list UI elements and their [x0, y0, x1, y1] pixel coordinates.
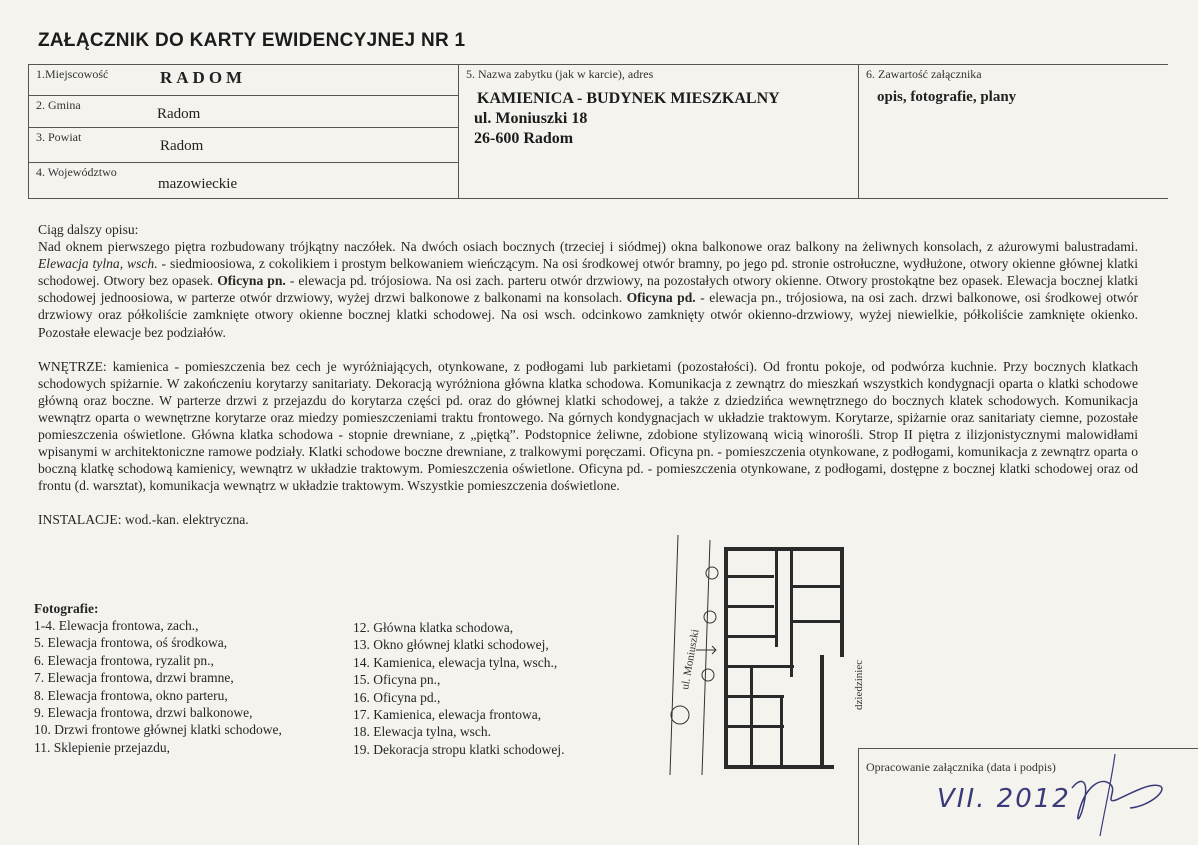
- powiat-value: Radom: [160, 138, 204, 154]
- row-divider-3: [28, 162, 458, 163]
- photo-list-item: 6. Elewacja frontowa, ryzalit pn.,: [34, 652, 214, 668]
- floor-plan: [630, 525, 890, 775]
- signature-label: Opracowanie załącznika (data i podpis): [866, 760, 1056, 774]
- gmina-value: Radom: [157, 106, 201, 122]
- photo-list-item: 10. Drzwi frontowe głównej klatki schodowe,: [34, 722, 282, 738]
- zawartosc-label: 6. Zawartość załącznika: [866, 67, 982, 81]
- nazwa-line3: 26-600 Radom: [474, 130, 574, 147]
- photo-list-item: 17. Kamienica, elewacja frontowa,: [353, 707, 542, 723]
- photo-list-item: 1-4. Elewacja frontowa, zach.,: [34, 618, 199, 633]
- zawartosc-value: opis, fotografie, plany: [877, 89, 1017, 105]
- photo-list-item: 13. Okno głównej klatki schodowej,: [353, 637, 549, 653]
- table-top-border: [28, 64, 1168, 65]
- description-paragraph-installations: INSTALACJE: wod.-kan. elektryczna.: [38, 512, 249, 528]
- description-paragraph-1: Nad oknem pierwszego piętra rozbudowany trójkątny naczółek. Na dwóch osiach bocznych (trzeciej i siódmej) okna balkonowe oraz balkony na żeliwnych konsolach, z ażurowymi balustradami. Elewacja tylna, wsch. - siedmioosiowa, z cokolikiem i prostym belkowaniem wieńczącym. Na osi środkowej otwór bramny, po jego pd. stronie ostrołuczne, wydłużone, otwory okienne głównej klatki schodowej. Otwory bez opasek. Oficyna pn. - elewacja pd. trójosiowa. Na osi zach. parteru otwór drzwiowy, na pozostałych otwory okienne. Otwory prostokątne bez opasek. Elewacja bocznej klatki schodowej jednoosiowa, w parterze otwór drzwiowy, wyżej drzwi balkonowe z balkonami na konsolach. Oficyna pd. - elewacja pn., trójosiowa, na osi zach. drzwi balkonowe, osi środkowej otwór drzwiowy oraz półkoliście zamknięte otwory okienne bocznej klatki schodowej. Na osi wsch. odcinkowo zamknięty otwór okienno-drzwiowy, wyżej niewielkie, półkoliście zamknięte okienko. Pozostałe elewacje bez podziałów.: [38, 239, 1139, 340]
- row-divider-2: [28, 127, 458, 128]
- table-bottom-border: [28, 198, 1168, 199]
- nazwa-line1: KAMIENICA - BUDYNEK MIESZKALNY: [477, 90, 780, 107]
- page-title: ZAŁĄCZNIK DO KARTY EWIDENCYJNEJ NR 1: [38, 30, 466, 51]
- signature-scribble-icon: [1060, 748, 1170, 838]
- photo-list-item: 15. Oficyna pn.,: [353, 672, 441, 688]
- description-intro: Ciąg dalszy opisu:: [38, 222, 139, 237]
- wojewodztwo-label: 4. Województwo: [36, 165, 117, 179]
- gmina-label: 2. Gmina: [36, 98, 81, 112]
- description-block: [38, 221, 1138, 529]
- photo-list-item: 5. Elewacja frontowa, oś środkowa,: [34, 635, 228, 651]
- wojewodztwo-value: mazowieckie: [158, 176, 238, 192]
- photo-list-item: 16. Oficyna pd.,: [353, 689, 441, 705]
- photo-list-item: 19. Dekoracja stropu klatki schodowej.: [353, 741, 565, 757]
- yard-label: dziedziniec: [853, 659, 865, 710]
- photo-list-item: 9. Elewacja frontowa, drzwi balkonowe,: [34, 705, 253, 721]
- photo-list-item: 11. Sklepienie przejazdu,: [34, 739, 170, 755]
- photo-list-item: 18. Elewacja tylna, wsch.: [353, 724, 491, 740]
- photo-list-item: 12. Główna klatka schodowa,: [353, 620, 514, 635]
- signature-date: VII. 2012: [937, 784, 1071, 814]
- miejscowosc-value: RADOM: [160, 68, 247, 87]
- powiat-label: 3. Powiat: [36, 130, 82, 144]
- row-divider-1: [28, 95, 458, 96]
- photo-list-item: 14. Kamienica, elewacja tylna, wsch.,: [353, 654, 558, 670]
- description-paragraph-interior: WNĘTRZE: kamienica - pomieszczenia bez cech je wyróżniających, otynkowane, z podłogami lub parkietami (pozostałości). Od frontu pokoje, od podwórza kuchnie. Przy bocznych klatkach schodowych spiżarnie. W zakończeniu korytarzy sanitariaty. Dekoracją wyróżniona główna klatka schodowa. Komunikacja z zewnątrz do mieszkań wszystkich kondygnacji oparta o klatki schodowe główną oraz boczne. W parterze drzwi z przejazdu do korytarza części pd. oraz do głównej klatki schodowej, a także z dziedzińca wewnętrznego do bocznych klatek schodowych. Komunikacja wewnątrz oparta o wewnętrzne korytarze oraz miedzy pomieszczeniami traktu frontowego. Na górnych kondygnacjach w układzie traktowym. Korytarze, spiżarnie oraz sanitariaty ciemne, pozostałe pomieszczenia oświetlone. Główna klatka schodowa - stopnie drewniane, z „piętką”. Podstopnice żeliwne, zdobione stylizowaną wicią winorośli. Strop II piętra z ilizjonistycznymi malowidłami wpisanymi w architektoniczne ramowe podziały. Klatki schodowe boczne drewniane, z tralkowymi poręczami. Oficyna pn. - pomieszczenia otynkowane, z podłogami, komunikacja z zewnątrz oparta o boczną klatkę schodową kamienicy, wewnątrz w układzie traktowym. Pomieszczenia oświetlone. Oficyna pd. - pomieszczenia otynkowane, z podłogami, dostępne z bocznej klatki schodowej oraz od frontu (d. warsztat), komunikacja wewnątrz w układzie traktowym. Wszystkie pomieszczenia doświetlone.: [38, 358, 1138, 494]
- photos-list-col2: [353, 619, 564, 758]
- miejscowosc-label: 1.Miejscowość: [36, 67, 109, 81]
- street-label: ul. Moniuszki: [679, 628, 702, 691]
- photos-list-col1: [34, 617, 282, 756]
- photo-list-item: 8. Elewacja frontowa, okno parteru,: [34, 687, 228, 703]
- table-divider-2: [858, 64, 859, 198]
- nazwa-line2: ul. Moniuszki 18: [474, 110, 588, 127]
- table-left-border: [28, 64, 29, 198]
- table-divider-1: [458, 64, 459, 198]
- nazwa-label: 5. Nazwa zabytku (jak w karcie), adres: [466, 67, 654, 81]
- photo-list-item: 7. Elewacja frontowa, drzwi bramne,: [34, 670, 234, 686]
- photos-heading: Fotografie:: [34, 601, 99, 616]
